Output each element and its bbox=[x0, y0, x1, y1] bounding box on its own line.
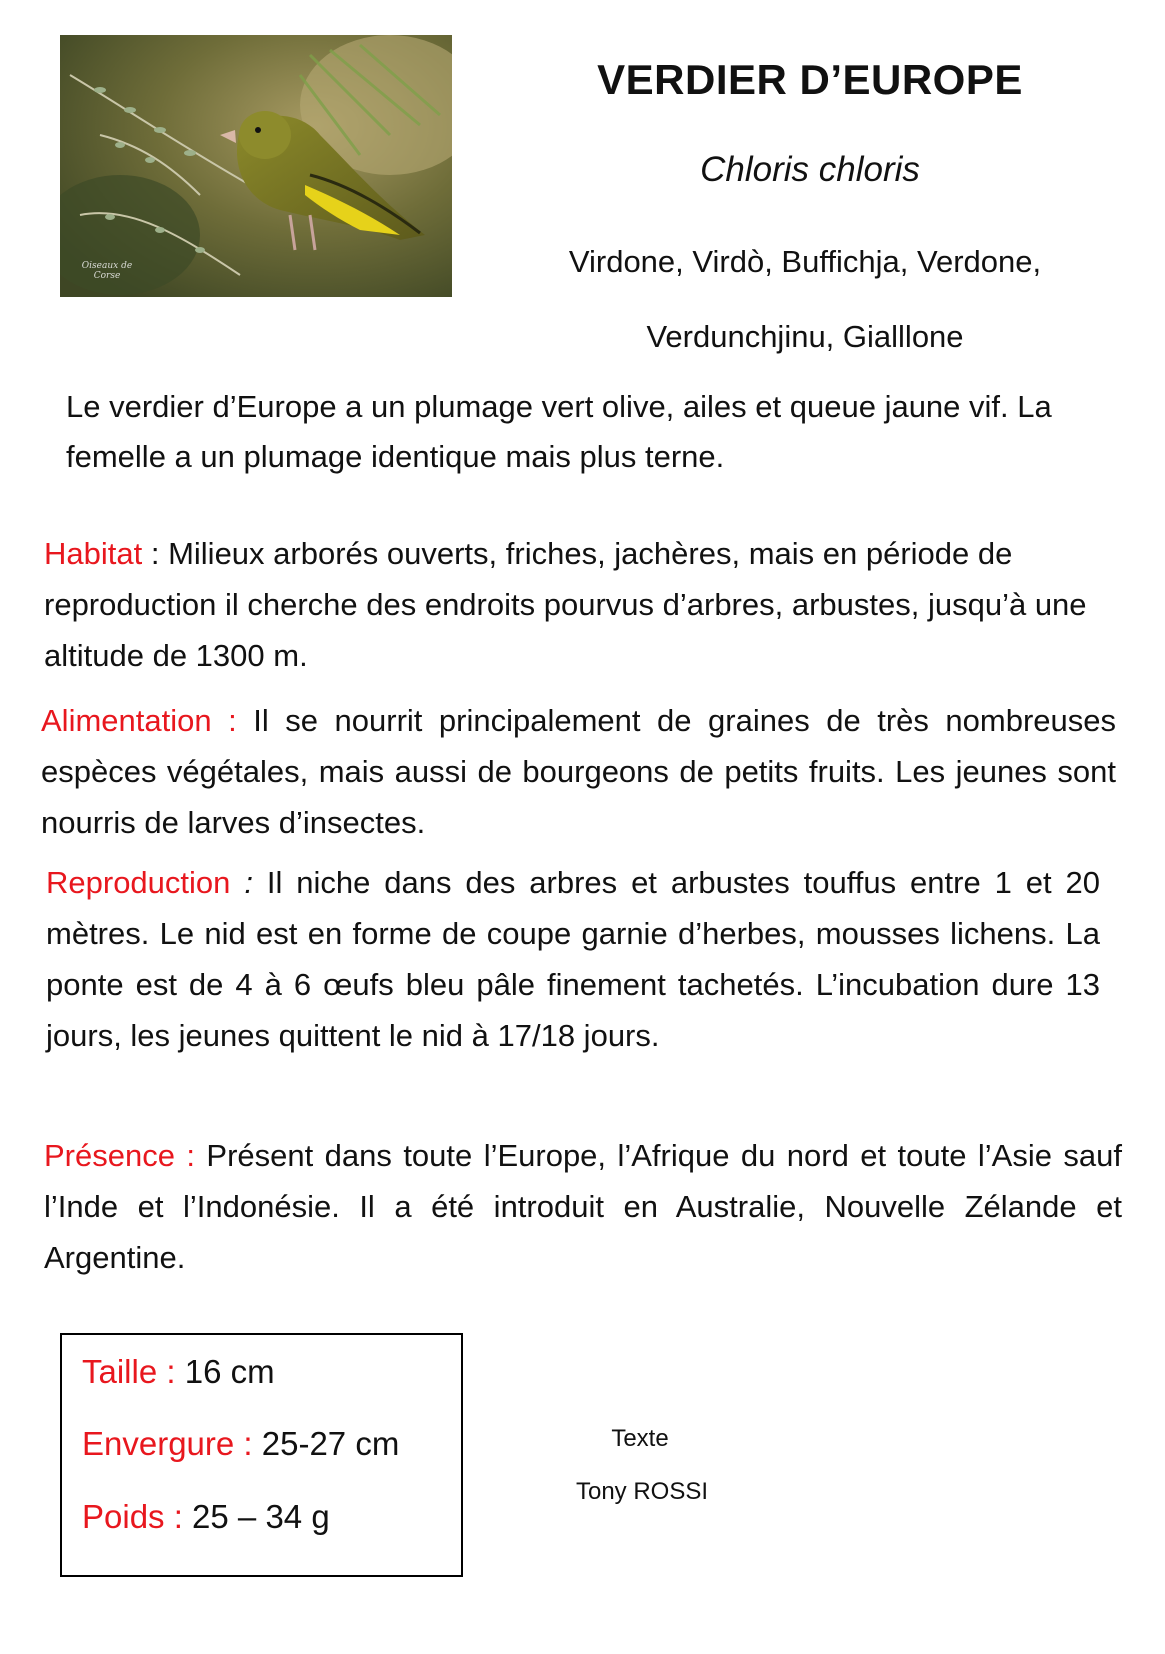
scientific-name: Chloris chloris bbox=[700, 150, 920, 189]
stats-box bbox=[60, 1333, 463, 1577]
section-reproduction bbox=[46, 857, 1100, 1061]
greenfinch-illustration bbox=[60, 35, 452, 297]
taille-value: 16 cm bbox=[175, 1353, 275, 1390]
envergure-value: 25-27 cm bbox=[252, 1425, 400, 1462]
intro-paragraph: Le verdier d’Europe a un plumage vert olive, ailes et queue jaune vif. La femelle a un plumage identique mais plus terne. bbox=[66, 389, 1052, 474]
reproduction-text: Il niche dans des arbres et arbustes touffus entre 1 et 20 mètres. Le nid est en forme de coupe garnie d’herbes, mousses lichens. La ponte est de 4 à 6 œufs bleu pâle finement tachetés. L’incubation dure 13 jours, les jeunes quittent le nid à 17/18 jours. bbox=[46, 865, 1100, 1053]
presence-text: Présent dans toute l’Europe, l’Afrique du nord et toute l’Asie sauf l’Inde et l’Indonésie. Il a été introduit en Australie, Nouvelle Zélande et Argentine. bbox=[44, 1138, 1122, 1275]
section-habitat bbox=[44, 528, 1124, 681]
taille-label: Taille : bbox=[82, 1353, 176, 1390]
greenfinch-photo bbox=[60, 35, 452, 297]
local-names bbox=[520, 224, 1090, 374]
stat-poids bbox=[82, 1498, 330, 1536]
credit-author: Tony ROSSI bbox=[575, 1478, 709, 1505]
habitat-separator: : bbox=[142, 536, 169, 571]
poids-value: 25 – 34 g bbox=[182, 1498, 330, 1535]
reproduction-separator: : bbox=[230, 865, 253, 900]
alimentation-label: Alimentation : bbox=[41, 703, 237, 738]
page-title: VERDIER D’EUROPE bbox=[597, 56, 1023, 103]
section-presence bbox=[44, 1130, 1122, 1283]
poids-label: Poids : bbox=[82, 1498, 183, 1535]
local-names-line-2: Verdunchjinu, Gialllone bbox=[646, 319, 964, 354]
envergure-label: Envergure : bbox=[82, 1425, 253, 1462]
photo-watermark: Oiseaux de Corse bbox=[81, 261, 133, 281]
local-names-line-1: Virdone, Virdò, Buffichja, Verdone, bbox=[568, 244, 1042, 279]
presence-label: Présence : bbox=[44, 1138, 195, 1173]
stat-taille bbox=[82, 1353, 275, 1391]
credit-label: Texte bbox=[611, 1425, 669, 1452]
alimentation-text: Il se nourrit principalement de graines de très nombreuses espèces végétales, mais aussi de bourgeons de petits fruits. Les jeunes sont nourris de larves d’insectes. bbox=[41, 703, 1116, 840]
section-alimentation bbox=[41, 695, 1116, 848]
habitat-text: Milieux arborés ouverts, friches, jachères, mais en période de reproduction il cherche des endroits pourvus d’arbres, arbustes, jusqu’à une altitude de 1300 m. bbox=[44, 536, 1087, 673]
reproduction-label: Reproduction bbox=[46, 865, 231, 900]
habitat-label: Habitat bbox=[44, 536, 143, 571]
stat-envergure bbox=[82, 1425, 399, 1463]
